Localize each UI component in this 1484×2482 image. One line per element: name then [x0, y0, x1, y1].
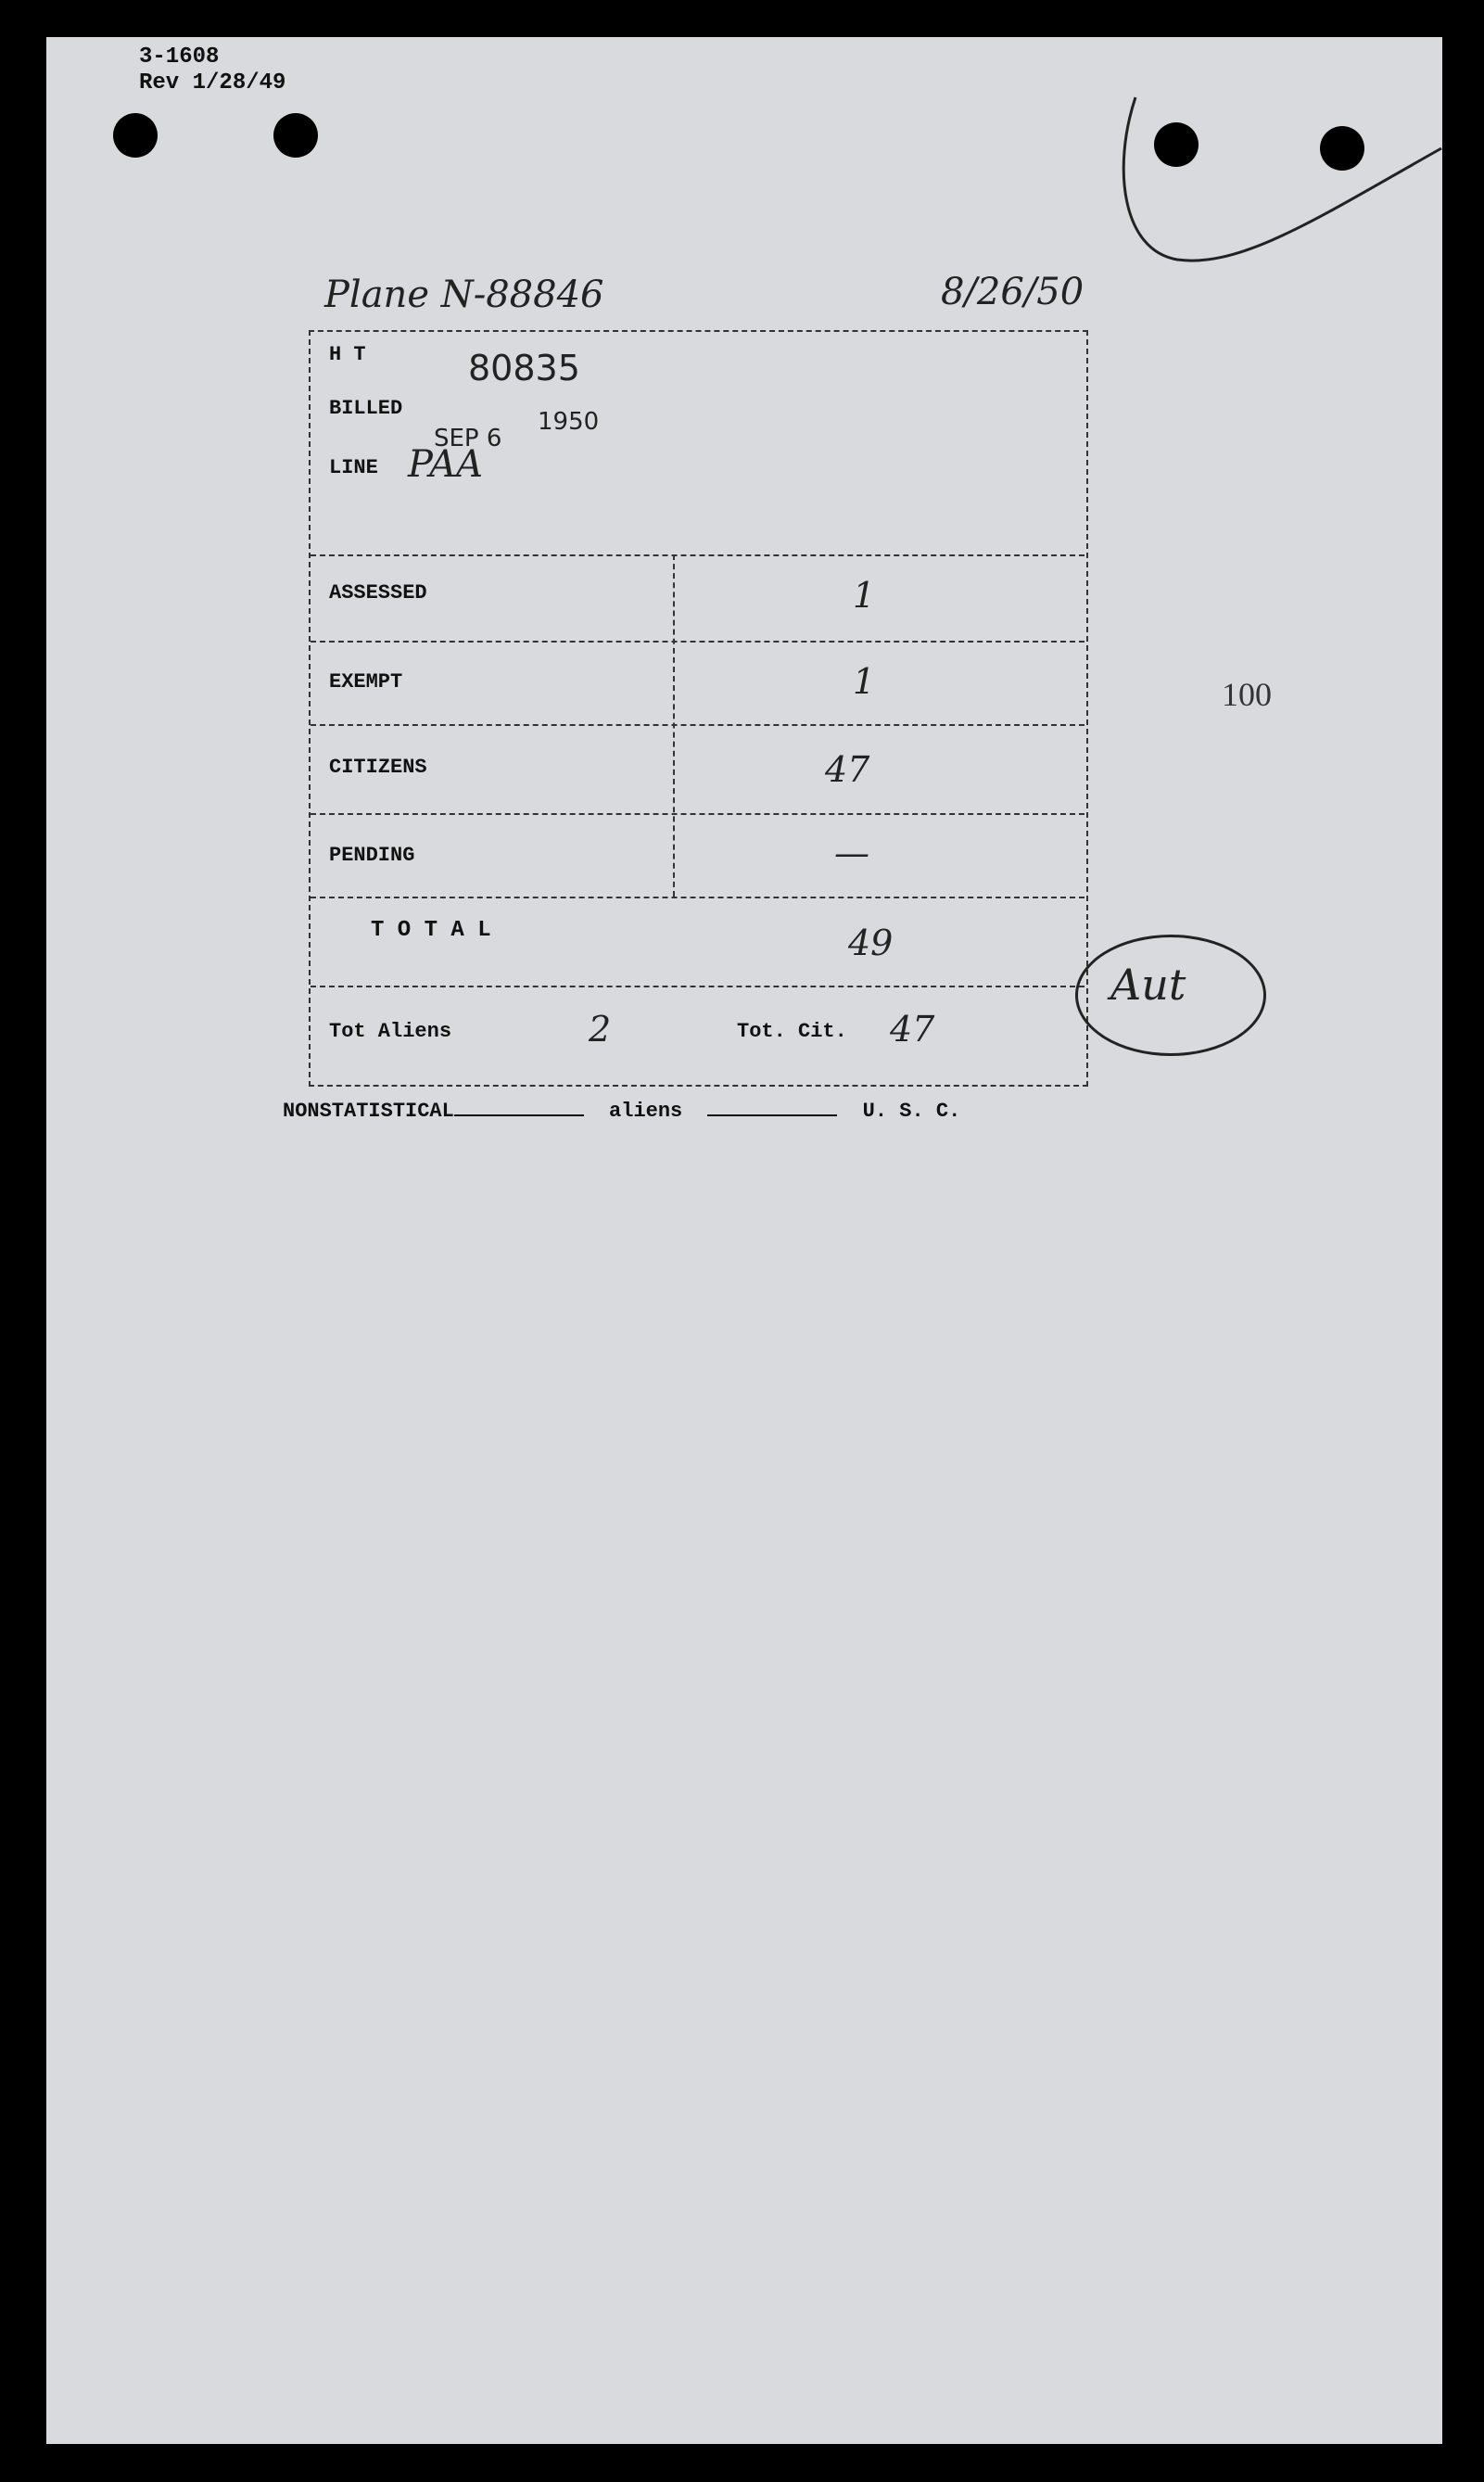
row-value: 47 [825, 749, 870, 790]
punch-hole [113, 113, 158, 158]
billed-stamp-year: 1950 [538, 408, 600, 436]
side-number: 100 [1222, 676, 1272, 713]
total-value: 49 [848, 923, 894, 963]
nonstat-usc-blank [707, 1114, 837, 1116]
tot-aliens-value: 2 [589, 1009, 612, 1050]
row-value: — [834, 833, 869, 873]
total-label: T O T A L [371, 918, 491, 943]
form-revision: Rev 1/28/49 [139, 70, 286, 95]
tot-cit-label: Tot. Cit. [737, 1020, 847, 1043]
row-value: 1 [853, 661, 876, 702]
tot-cit-value: 47 [890, 1009, 935, 1050]
nonstat-label: NONSTATISTICAL [283, 1100, 454, 1123]
checkmark-icon [1112, 93, 1442, 315]
ht-label: H T [329, 343, 366, 366]
nonstat-aliens-blank [454, 1114, 584, 1116]
punch-hole [273, 113, 318, 158]
row-label: PENDING [329, 844, 415, 867]
ht-number: 80835 [468, 348, 580, 388]
header-date: 8/26/50 [941, 271, 1084, 313]
form-number: 3-1608 [139, 45, 220, 70]
document-page [46, 37, 1442, 2444]
billed-label: BILLED [329, 397, 403, 420]
column-divider [673, 554, 675, 897]
nonstat-aliens-label: aliens [609, 1100, 683, 1123]
row-label: ASSESSED [329, 581, 427, 605]
divider [311, 554, 1084, 556]
divider [311, 986, 1084, 987]
divider [311, 813, 1084, 815]
divider [311, 724, 1084, 726]
row-value: 1 [853, 575, 876, 616]
line-label: LINE [329, 456, 378, 479]
row-label: CITIZENS [329, 756, 427, 779]
nonstat-usc-label: U. S. C. [862, 1100, 961, 1123]
divider [311, 641, 1084, 643]
nonstat-line [283, 1100, 960, 1123]
line-value: PAA [408, 443, 484, 486]
plane-number: Plane N-88846 [324, 274, 604, 316]
divider [311, 897, 1084, 898]
billed-stamp-date: SEP 6 [434, 425, 502, 452]
tot-aliens-label: Tot Aliens [329, 1020, 452, 1043]
initials: Aut [1110, 960, 1186, 1010]
row-label: EXEMPT [329, 670, 403, 694]
